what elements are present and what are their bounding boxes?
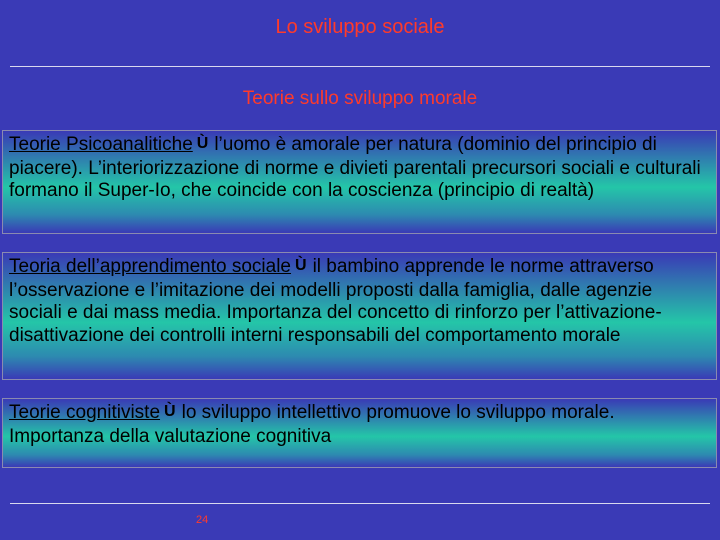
page-number: 24: [196, 514, 209, 526]
slide-title: Lo sviluppo sociale: [275, 16, 445, 38]
footer-divider: [10, 503, 710, 504]
section-term: Teorie cognitiviste: [9, 402, 161, 423]
section-text: il bambino apprende le norme attraverso l’osservazione e l’imitazione dei modelli proposti dalla famiglia, dalle agenzie sociali e dai mass media. Importanza del concetto di rinforzo per l’attivazione-disattivazione dei controlli interni responsabili del comportamento morale: [9, 256, 662, 346]
slide-subtitle: Teorie sullo sviluppo morale: [242, 88, 478, 109]
section-text: lo sviluppo intellettivo promuove lo sviluppo morale. Importanza della valutazione cognitiva: [9, 402, 615, 447]
section-term: Teoria dell’apprendimento sociale: [9, 256, 292, 277]
title-divider: [10, 66, 710, 67]
arrow-icon: Ù: [295, 257, 307, 274]
section-cognitive: [2, 398, 717, 468]
section-term: Teorie Psicoanalitiche: [9, 134, 193, 155]
section-text: l’uomo è amorale per natura (dominio del principio di piacere). L’interiorizzazione di norme e divieti parentali precursori sociali e culturali formano il Super-Io, che coincide con la coscienza (principio di realtà): [9, 134, 701, 201]
arrow-icon: Ù: [196, 135, 209, 152]
arrow-icon: Ù: [164, 403, 176, 420]
section-psychoanalytic: [2, 130, 717, 234]
section-social-learning: [2, 252, 717, 380]
